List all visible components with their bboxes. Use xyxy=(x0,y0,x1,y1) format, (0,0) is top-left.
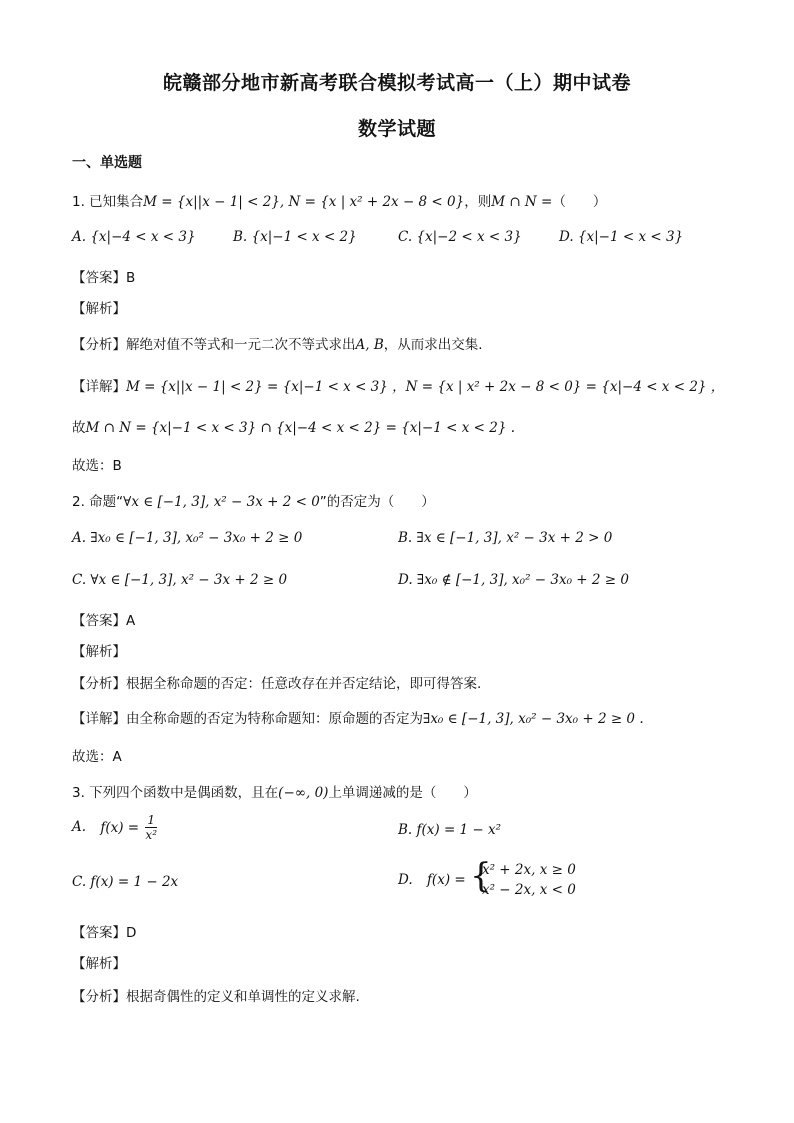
q1-stem xyxy=(72,190,606,210)
q3-option-a-numerator: 1 xyxy=(147,813,156,827)
q3-option-c: C. f(x) = 1 − 2x xyxy=(72,874,179,890)
q1-xiangjie xyxy=(72,375,724,395)
q1-fenxi-text: 【分析】解绝对值不等式和一元二次不等式求出 xyxy=(72,337,356,353)
q3-option-d-label: D. xyxy=(398,872,413,888)
q3-fenxi: 【分析】根据奇偶性的定义和单调性的定义求解. xyxy=(72,989,360,1005)
q3-option-a xyxy=(72,813,159,842)
q3-stem-math: (−∞, 0) xyxy=(278,785,329,801)
q1-fenxi-math: A, B xyxy=(355,337,384,353)
section-heading: 一、单选题 xyxy=(72,155,142,171)
q3-option-a-denominator: x² xyxy=(145,828,157,842)
q2-option-b: B. ∃x ∈ [−1, 3], x² − 3x + 2 > 0 xyxy=(398,530,613,546)
q3-option-d-case1: x² + 2x, x ≥ 0 xyxy=(481,862,576,878)
q2-xiangjie xyxy=(72,707,644,727)
q3-option-d-lhs: f(x) = xyxy=(426,872,466,888)
q2-xiangjie-text: 【详解】由全称命题的否定为特称命题知：原命题的否定为 xyxy=(72,711,423,727)
q3-option-d xyxy=(398,856,576,900)
q2-stem xyxy=(72,490,435,510)
q3-analysis-label: 【解析】 xyxy=(72,956,126,972)
q1-stem-mid: ，则 xyxy=(464,194,492,210)
q1-fenxi-post: ，从而求出交集. xyxy=(383,337,483,353)
q1-option-d: D. {x|−1 < x < 3} xyxy=(559,229,684,245)
q3-stem-post: 上单调递减的是（ ） xyxy=(328,785,477,801)
q1-answer: 【答案】B xyxy=(72,270,136,286)
q1-xiangjie-math: M = {x||x − 1| < 2} = {x|−1 < x < 3} ，N = {x | x² + 2x − 8 < 0} = {x|−4 < x < 2} ， xyxy=(126,379,725,395)
q2-analysis-label: 【解析】 xyxy=(72,644,126,660)
q2-option-d: D. ∃x₀ ∉ [−1, 3], x₀² − 3x₀ + 2 ≥ 0 xyxy=(398,572,629,588)
q1-stem-math: M = {x||x − 1| < 2}, N = {x | x² + 2x − 8 < 0} xyxy=(143,194,465,210)
q3-option-a-fraction xyxy=(145,813,157,842)
q2-option-a: A. ∃x₀ ∈ [−1, 3], x₀² − 3x₀ + 2 ≥ 0 xyxy=(72,530,303,546)
q3-option-b: B. f(x) = 1 − x² xyxy=(398,822,502,838)
q1-choice: 故选：B xyxy=(72,458,122,474)
q1-conclusion-math: M ∩ N = {x|−1 < x < 3} ∩ {x|−4 < x < 2} = {x|−1 < x < 2} . xyxy=(85,420,515,436)
q3-option-d-piecewise xyxy=(469,856,576,900)
q1-stem-post: （ ） xyxy=(552,194,607,210)
q3-stem xyxy=(72,781,477,801)
q2-stem-post: ”的否定为（ ） xyxy=(319,494,435,510)
q1-option-c: C. {x|−2 < x < 3} xyxy=(398,229,522,245)
brace-icon: { xyxy=(469,856,492,896)
q1-stem-math2: M ∩ N = xyxy=(491,194,553,210)
q2-answer: 【答案】A xyxy=(72,613,136,629)
q2-stem-text: 2. 命题“ xyxy=(72,494,124,510)
q1-option-b: B. {x|−1 < x < 2} xyxy=(233,229,357,245)
q1-fenxi xyxy=(72,333,483,353)
q1-analysis-label: 【解析】 xyxy=(72,301,126,317)
q1-stem-text: 1. 已知集合 xyxy=(72,194,144,210)
q2-xiangjie-math: ∃x₀ ∈ [−1, 3], x₀² − 3x₀ + 2 ≥ 0 . xyxy=(423,711,644,727)
page-subtitle: 数学试题 xyxy=(357,118,436,140)
q2-option-c: C. ∀x ∈ [−1, 3], x² − 3x + 2 ≥ 0 xyxy=(72,572,288,588)
q3-option-a-lhs: f(x) = xyxy=(100,819,140,836)
page-title: 皖赣部分地市新高考联合模拟考试高一（上）期中试卷 xyxy=(162,72,631,94)
q1-option-a: A. {x|−4 < x < 3} xyxy=(72,229,196,245)
q3-option-a-label: A. xyxy=(72,819,87,835)
q1-conclusion xyxy=(72,416,515,436)
q2-fenxi: 【分析】根据全称命题的否定：任意改存在并否定结论，即可得答案. xyxy=(72,676,482,692)
q1-xiangjie-label: 【详解】 xyxy=(72,379,126,395)
q2-stem-math: ∀x ∈ [−1, 3], x² − 3x + 2 < 0 xyxy=(123,494,320,510)
q3-answer: 【答案】D xyxy=(72,925,137,941)
q3-option-d-case2: x² − 2x, x < 0 xyxy=(481,882,576,898)
q1-conclusion-label: 故 xyxy=(72,420,86,436)
q3-stem-text: 3. 下列四个函数中是偶函数，且在 xyxy=(72,785,279,801)
q2-choice: 故选：A xyxy=(72,749,122,765)
